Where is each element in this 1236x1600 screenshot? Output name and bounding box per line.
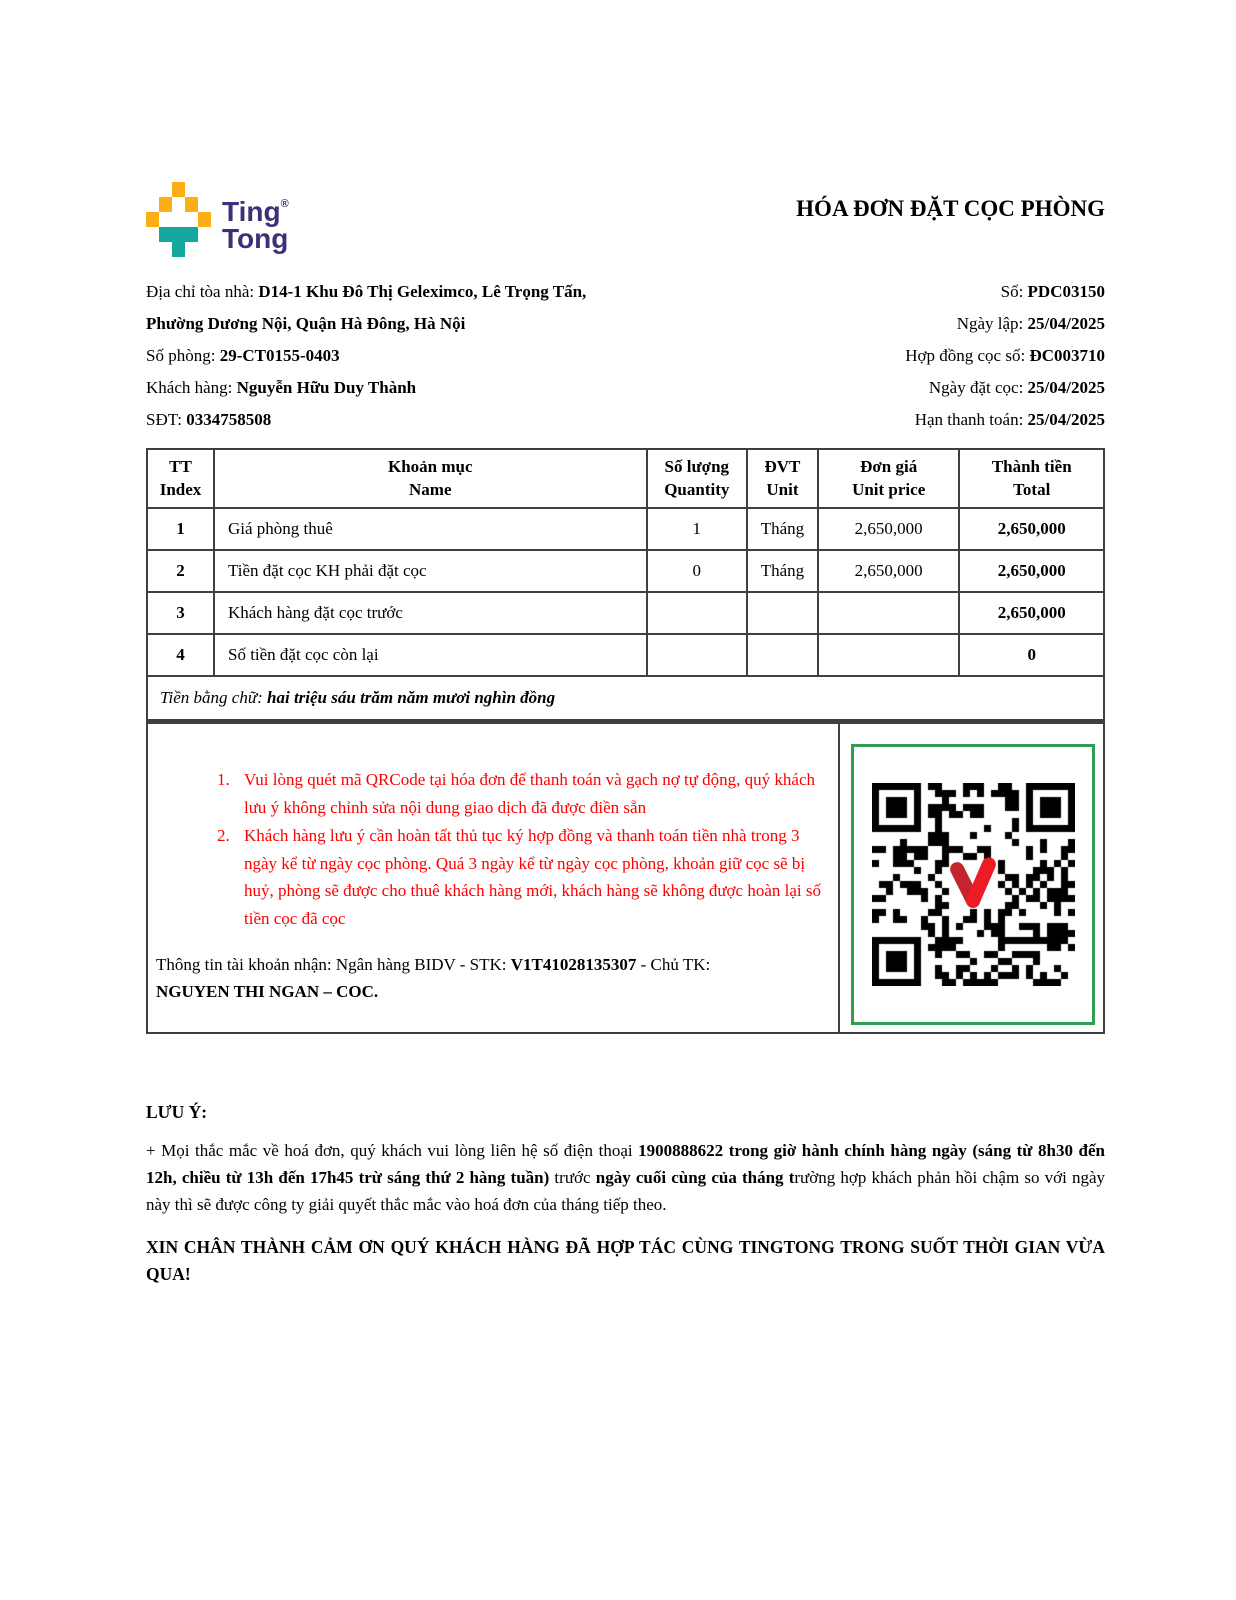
payment-notes-list bbox=[156, 766, 828, 932]
logo-pixel bbox=[185, 197, 198, 212]
cell-unit-price bbox=[818, 592, 960, 634]
cell-total: 0 bbox=[959, 634, 1104, 676]
tingtong-logo-icon bbox=[146, 182, 211, 257]
logo-pixel bbox=[159, 227, 172, 242]
notice-heading: LƯU Ý: bbox=[146, 1102, 208, 1122]
payment-note-item: 1. Vui lòng quét mã QRCode tại hóa đơn để thanh toán và gạch nợ tự động, quý khách lưu ý không chỉnh sửa nội dung giao dịch đã được điền sẵn bbox=[234, 766, 824, 821]
col-header-index: TT Index bbox=[147, 449, 214, 508]
logo-pixel bbox=[146, 212, 159, 227]
qr-panel bbox=[838, 724, 1103, 1032]
logo-word-tong: Tong bbox=[222, 223, 289, 255]
invoice-meta bbox=[706, 276, 1105, 436]
cell-unit-price: 2,650,000 bbox=[818, 550, 960, 592]
col-header-name: Khoản mục Name bbox=[214, 449, 647, 508]
bank-account-info: Thông tin tài khoản nhận: Ngân hàng BIDV - STK: V1T41028135307 - Chủ TK: NGUYEN THI NGAN – COC. bbox=[156, 955, 711, 1002]
table-row bbox=[147, 592, 1104, 634]
logo-pixel bbox=[172, 227, 185, 242]
cell-unit-price: 2,650,000 bbox=[818, 508, 960, 550]
cell-index: 3 bbox=[147, 592, 214, 634]
cell-index: 4 bbox=[147, 634, 214, 676]
col-header-total: Thành tiền Total bbox=[959, 449, 1104, 508]
customer-info bbox=[146, 276, 706, 436]
logo-pixel bbox=[159, 197, 172, 212]
building-address-line2: Phường Dương Nội, Quận Hà Đông, Hà Nội bbox=[146, 314, 466, 333]
logo-pixel bbox=[172, 242, 185, 257]
table-header bbox=[147, 449, 1104, 508]
qr-frame bbox=[851, 744, 1095, 1025]
registered-mark: ® bbox=[280, 198, 289, 210]
payment-notes-box bbox=[146, 721, 1105, 1034]
header bbox=[146, 182, 1105, 257]
cell-unit bbox=[747, 592, 818, 634]
v-heart-logo bbox=[945, 857, 1001, 913]
cell-index: 2 bbox=[147, 550, 214, 592]
invoice-number: Số: PDC03150 bbox=[1000, 282, 1105, 301]
issue-date: Ngày lập: 25/04/2025 bbox=[956, 314, 1105, 333]
logo-word-ting: Ting bbox=[222, 196, 281, 227]
cell-unit: Tháng bbox=[747, 550, 818, 592]
cell-name: Tiền đặt cọc KH phải đặt cọc bbox=[214, 550, 647, 592]
footer bbox=[146, 1102, 1105, 1288]
logo-pixel bbox=[172, 182, 185, 197]
tingtong-logo bbox=[146, 182, 289, 257]
deposit-contract-number: Hợp đồng cọc số: ĐC003710 bbox=[905, 346, 1105, 365]
payment-note-item: 2. Khách hàng lưu ý cần hoàn tất thủ tục ký hợp đồng và thanh toán tiền nhà trong 3 ngày kể từ ngày cọc phòng. Quá 3 ngày kể từ ngày cọc phòng, khoản giữ cọc sẽ bị huỷ, phòng sẽ được cho thuê khách hàng mới, khách hàng sẽ không được hoàn lại số tiền cọc đã cọc bbox=[234, 822, 824, 932]
closing-thanks: XIN CHÂN THÀNH CẢM ƠN QUÝ KHÁCH HÀNG ĐÃ HỢP TÁC CÙNG TINGTONG TRONG SUỐT THỜI GIAN VỪA QUA! bbox=[146, 1236, 1105, 1284]
amount-in-words: Tiền bằng chữ: hai triệu sáu trăm năm mươi nghìn đồng bbox=[147, 676, 1104, 720]
cell-total: 2,650,000 bbox=[959, 550, 1104, 592]
tingtong-logo-text bbox=[222, 198, 289, 253]
table-row bbox=[147, 550, 1104, 592]
logo-pixel bbox=[185, 227, 198, 242]
col-header-quantity: Số lượng Quantity bbox=[647, 449, 747, 508]
amount-in-words-row bbox=[147, 676, 1104, 720]
col-header-unit-price: Đơn giá Unit price bbox=[818, 449, 960, 508]
cell-quantity: 0 bbox=[647, 550, 747, 592]
col-header-unit: ĐVT Unit bbox=[747, 449, 818, 508]
payment-notes bbox=[148, 724, 838, 1032]
table-row bbox=[147, 634, 1104, 676]
cell-quantity bbox=[647, 634, 747, 676]
deposit-date: Ngày đặt cọc: 25/04/2025 bbox=[928, 378, 1105, 397]
cell-unit: Tháng bbox=[747, 508, 818, 550]
cell-total: 2,650,000 bbox=[959, 508, 1104, 550]
cell-quantity: 1 bbox=[647, 508, 747, 550]
invoice-info bbox=[146, 276, 1105, 436]
cell-unit-price bbox=[818, 634, 960, 676]
cell-total: 2,650,000 bbox=[959, 592, 1104, 634]
logo-pixel bbox=[198, 212, 211, 227]
cell-unit bbox=[747, 634, 818, 676]
customer-phone: SĐT: 0334758508 bbox=[146, 410, 272, 429]
cell-name: Khách hàng đặt cọc trước bbox=[214, 592, 647, 634]
cell-index: 1 bbox=[147, 508, 214, 550]
room-number: Số phòng: 29-CT0155-0403 bbox=[146, 346, 340, 365]
building-address-line1: Địa chỉ tòa nhà: D14-1 Khu Đô Thị Geleximco, Lê Trọng Tấn, bbox=[146, 282, 587, 301]
customer-name: Khách hàng: Nguyễn Hữu Duy Thành bbox=[146, 378, 417, 397]
notice-paragraph: + Mọi thắc mắc về hoá đơn, quý khách vui lòng liên hệ số điện thoại 1900888622 trong giờ hành chính hàng ngày (sáng từ 8h30 đến 12h, chiều từ 13h đến 17h45 trừ sáng thứ 2 hàng tuần) trước ngày cuối cùng của tháng trường hợp khách phản hồi chậm so với ngày này thì sẽ được công ty giải quyết thắc mắc vào hoá đơn của tháng tiếp theo. bbox=[146, 1141, 1106, 1214]
table-row bbox=[147, 508, 1104, 550]
page-title: HÓA ĐƠN ĐẶT CỌC PHÒNG bbox=[796, 196, 1105, 221]
cell-name: Số tiền đặt cọc còn lại bbox=[214, 634, 647, 676]
payment-due-date: Hạn thanh toán: 25/04/2025 bbox=[914, 410, 1105, 429]
cell-name: Giá phòng thuê bbox=[214, 508, 647, 550]
invoice-items-table bbox=[146, 448, 1105, 721]
cell-quantity bbox=[647, 592, 747, 634]
